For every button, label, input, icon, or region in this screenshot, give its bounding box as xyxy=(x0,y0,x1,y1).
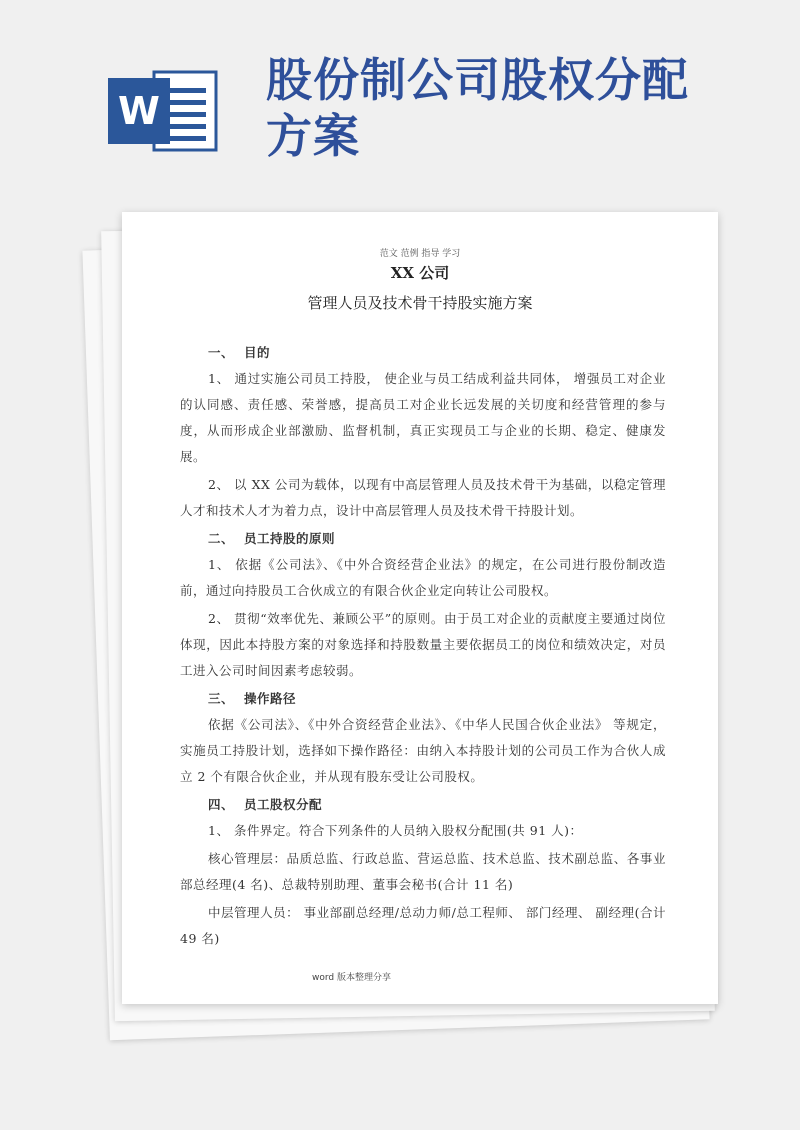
paragraph: 1、 条件界定。符合下列条件的人员纳入股权分配围(共 91 人)： xyxy=(208,823,583,838)
section-number: 三、 xyxy=(208,691,235,706)
company-name: XX 公司 xyxy=(390,264,450,282)
section-heading-text: 目的 xyxy=(244,345,271,360)
footer-note: word 版本整理分享 xyxy=(312,973,391,983)
paragraph: 1、 依据《公司法》、《中外合资经营企业法》的规定，在公司进行股份制改造前，通过向持股员工合伙成立的有限合伙企业定向转让公司股权。 xyxy=(180,557,666,598)
section-heading xyxy=(180,686,666,712)
section-number: 一、 xyxy=(208,345,235,360)
document-title: 管理人员及技术骨干持股实施方案 xyxy=(307,294,533,312)
section-heading xyxy=(180,792,666,818)
paragraph: 2、 以 XX 公司为载体，以现有中高层管理人员及技术骨干为基础，以稳定管理人才和技术人才为着力点，设计中高层管理人员及技术骨干持股计划。 xyxy=(180,477,666,518)
section-heading-text: 员工持股的原则 xyxy=(244,531,336,546)
section-number: 二、 xyxy=(208,531,235,546)
section-heading xyxy=(180,340,666,366)
section-heading xyxy=(180,526,666,552)
section-number: 四、 xyxy=(208,797,235,812)
paragraph: 核心管理层：品质总监、行政总监、营运总监、技术总监、技术副总监、各事业部总经理(4 名)、总裁特别助理、董事会秘书(合计 11 名) xyxy=(180,851,666,892)
document-page xyxy=(122,212,718,1004)
paragraph: 1、 通过实施公司员工持股， 使企业与员工结成利益共同体， 增强员工对企业的认同感、责任感、荣誉感，提高员工对企业长远发展的关切度和经营管理的参与度，从而形成企业部激励、监督机制，真正实现员工与企业的长期、稳定、健康发展。 xyxy=(180,371,666,464)
document-body xyxy=(180,338,666,954)
section-heading-text: 操作路径 xyxy=(244,691,297,706)
paragraph: 2、 贯彻“效率优先、兼顾公平”的原则。由于员工对企业的贡献度主要通过岗位体现，因此本持股方案的对象选择和持股数量主要依据员工的岗位和绩效决定，对员工进入公司时间因素考虑较弱。 xyxy=(180,611,666,678)
section-heading-text: 员工股权分配 xyxy=(244,797,323,812)
word-logo-icon xyxy=(104,66,224,156)
word-logo-letter: W xyxy=(118,89,160,133)
banner-title: 股份制公司股权分配方案 xyxy=(266,53,689,163)
header-note: 范文 范例 指导 学习 xyxy=(379,249,461,259)
paragraph: 中层管理人员： 事业部副总经理/总动力师/总工程师、 部门经理、 副经理(合计 49 名) xyxy=(180,905,666,946)
paragraph: 依据《公司法》、《中外合资经营企业法》、《中华人民国合伙企业法》 等规定，实施员工持股计划，选择如下操作路径：由纳入本持股计划的公司员工作为合伙人成立 2 个有限合伙企业，并从现有股东受让公司股权。 xyxy=(180,717,666,784)
